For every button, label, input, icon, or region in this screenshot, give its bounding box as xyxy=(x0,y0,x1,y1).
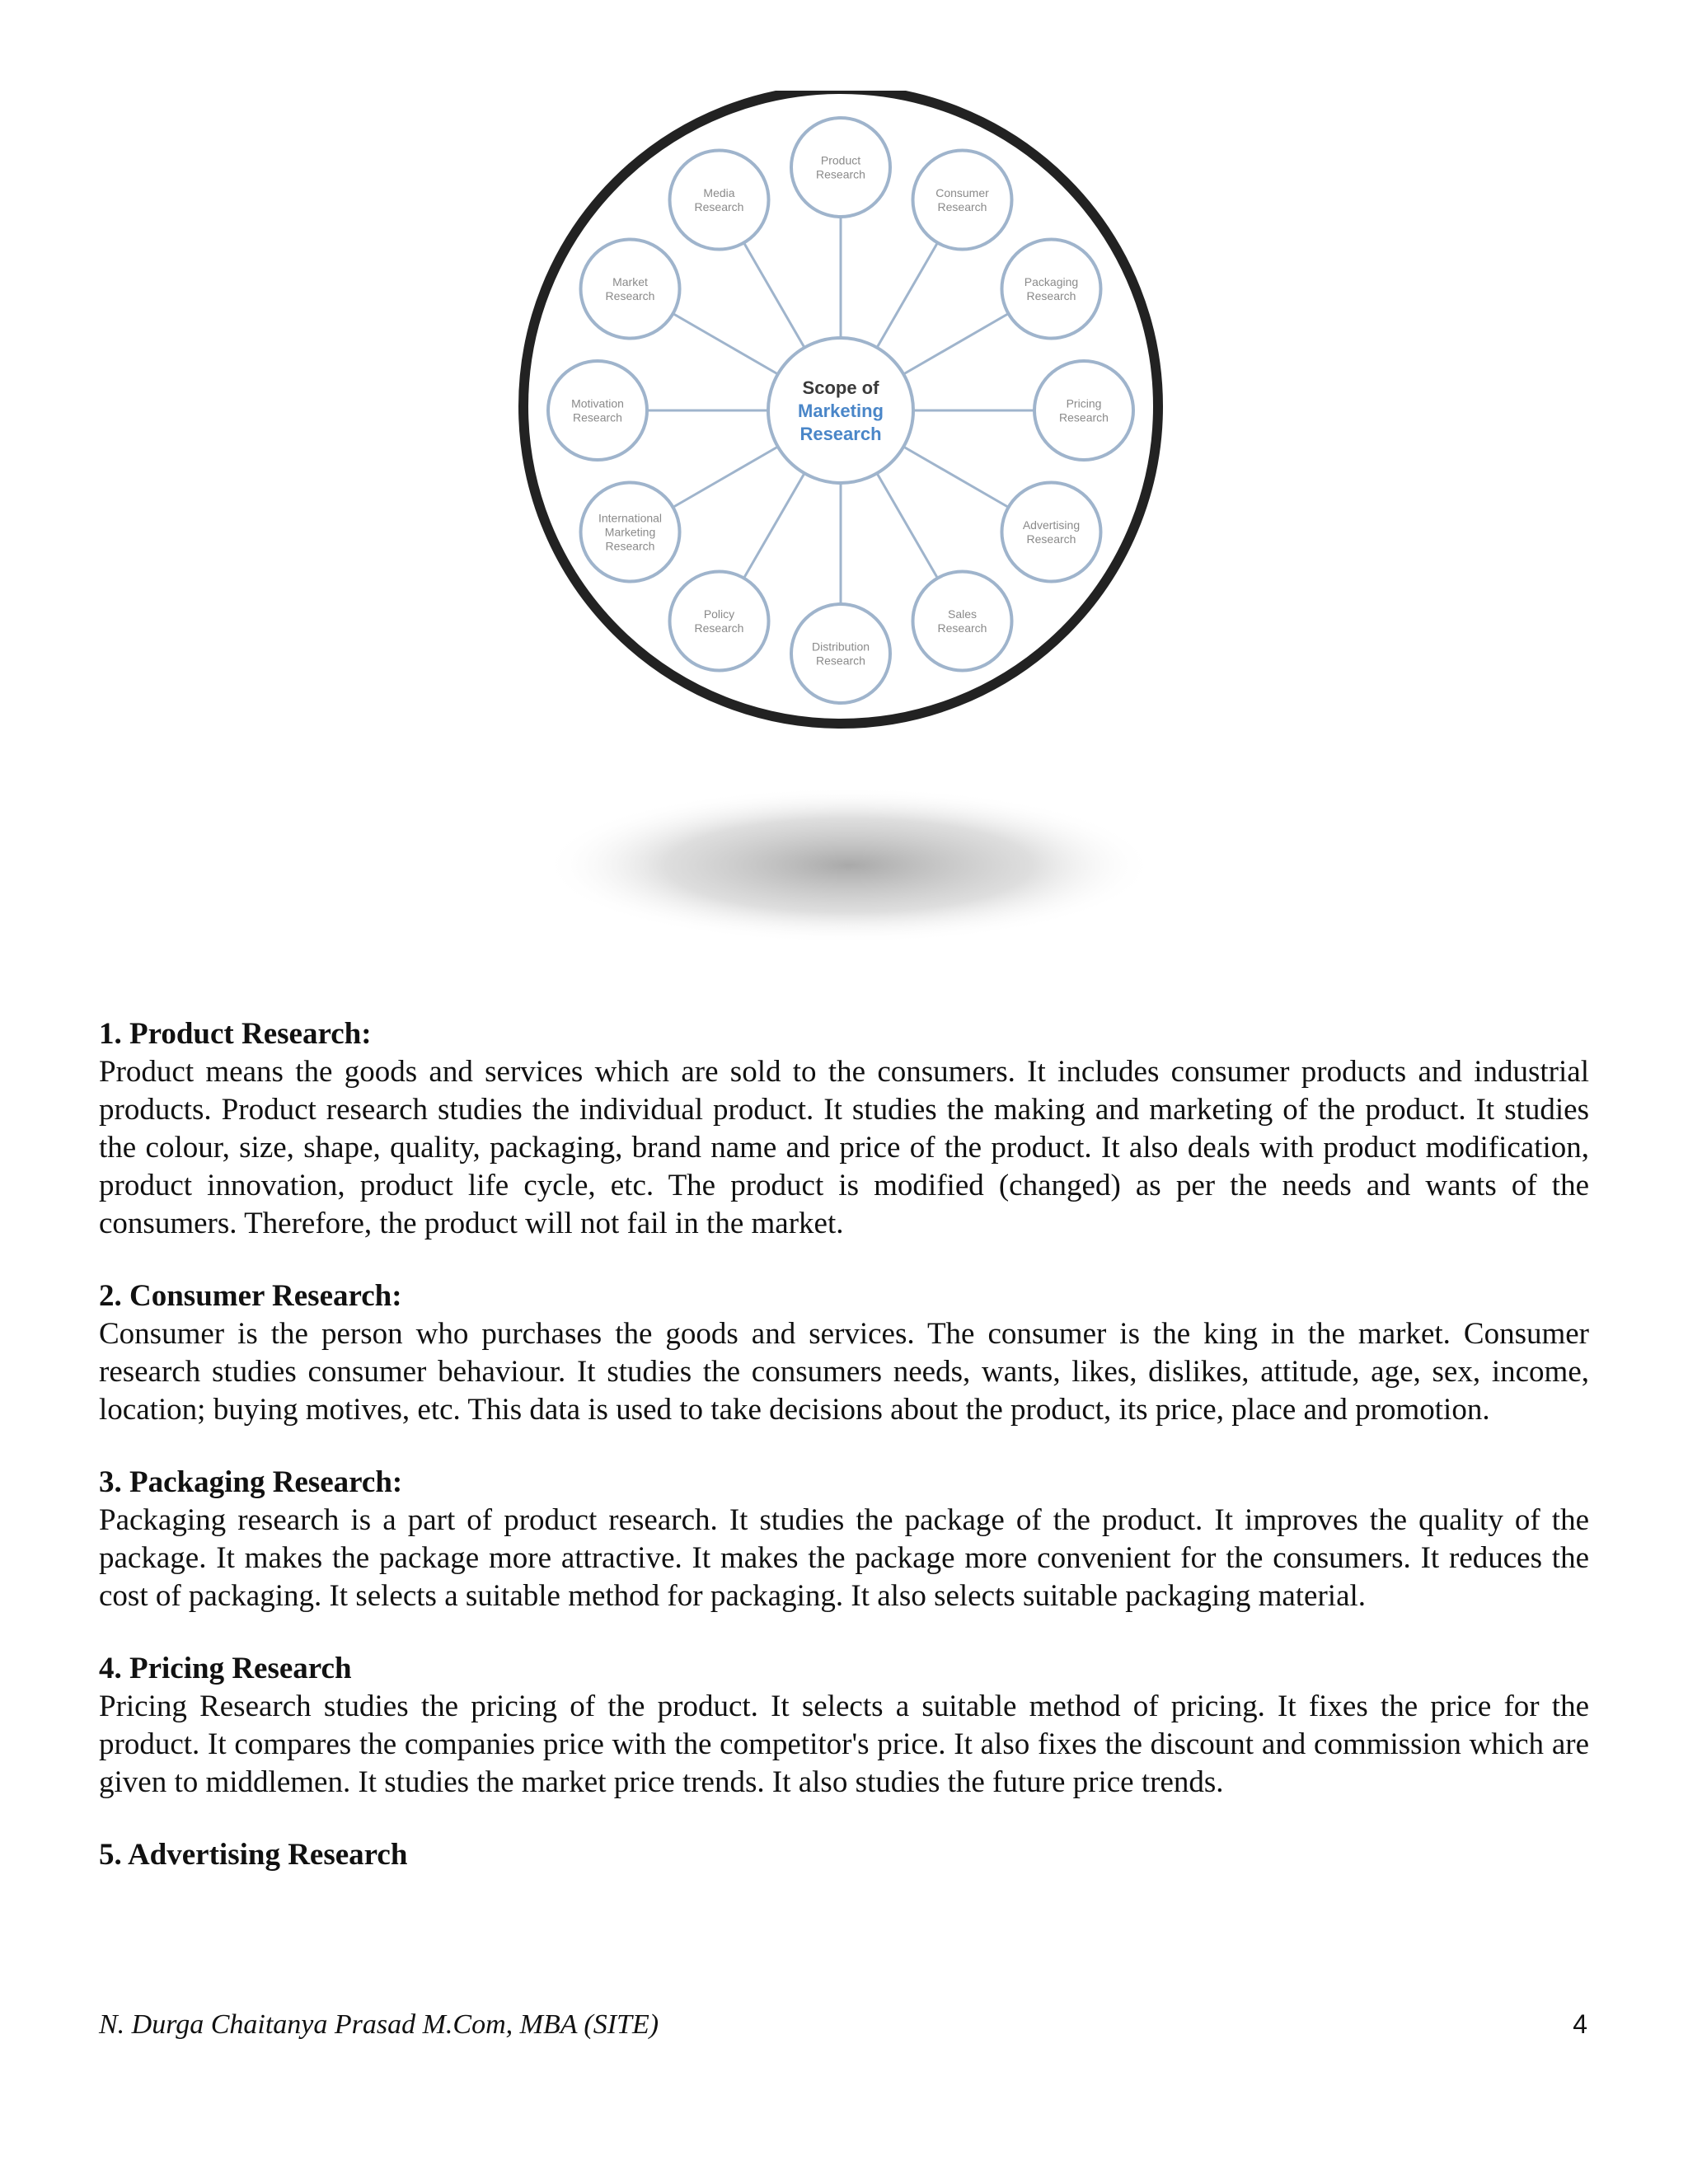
diagram-node xyxy=(670,571,769,670)
diagram-node-label: Research xyxy=(1026,532,1076,546)
document-body xyxy=(99,1015,1589,1909)
diagram-node-label: Research xyxy=(694,621,744,635)
center-label-line1: Scope of xyxy=(802,377,879,398)
section-heading: 1. Product Research: xyxy=(99,1017,372,1051)
diagram-node-label: Research xyxy=(816,167,865,181)
section-body: Packaging research is a part of product research. It studies the package of the product. It improves the quality of the package. It makes the package more attractive. It makes the package more convenient for the consumers. It reduces the cost of packaging. It selects a suitable method for packaging. It also selects suitable packaging material. xyxy=(99,1503,1589,1613)
diagram-node xyxy=(670,151,769,250)
section-heading: 3. Packaging Research: xyxy=(99,1465,403,1499)
diagram-node-label: Research xyxy=(573,410,622,424)
diagram-node-label: Sales xyxy=(947,607,978,621)
section-consumer-research xyxy=(99,1277,1589,1429)
diagram-node-label: Consumer xyxy=(935,186,989,200)
diagram-node-label: Media xyxy=(703,186,735,200)
diagram-node-label: Policy xyxy=(703,607,735,621)
section-body: Consumer is the person who purchases the goods and services. The consumer is the king in the market. Consumer research studies consumer behaviour. It studies the consumers needs, wants, likes, dislikes, attitude, age, sex, income, location; buying motives, etc. This data is used to take decisions about the product, its price, place and promotion. xyxy=(99,1317,1589,1427)
diagram-node-label: Research xyxy=(816,654,865,668)
diagram-node xyxy=(581,483,680,582)
section-pricing-research xyxy=(99,1650,1589,1802)
diagram-node-label: Research xyxy=(1026,289,1076,302)
diagram-node-label: Motivation xyxy=(571,396,624,410)
center-label-line3: Research xyxy=(799,424,882,444)
diagram-node-label: Distribution xyxy=(811,640,870,654)
center-node xyxy=(768,338,913,483)
page-number: 4 xyxy=(1573,2009,1587,2039)
section-body: Pricing Research studies the pricing of the product. It selects a suitable method of pricing. It fixes the price for the product. It compares the companies price with the competitor's price. It also fixes the discount and commission which are given to middlemen. It studies the market price trends. It also studies the future price trends. xyxy=(99,1690,1589,1799)
diagram-node-label: Advertising xyxy=(1022,518,1081,532)
scope-of-marketing-research-diagram xyxy=(503,91,1179,981)
diagram-node-label: Product xyxy=(820,153,861,167)
section-heading: 4. Pricing Research xyxy=(99,1652,352,1685)
diagram-node xyxy=(1001,483,1100,582)
section-advertising-research xyxy=(99,1836,1589,1874)
diagram-node xyxy=(913,571,1012,670)
diagram-node-label: Pricing xyxy=(1066,396,1102,410)
diagram-shadow xyxy=(544,787,1154,944)
diagram-node xyxy=(1001,240,1100,339)
diagram-node-label: Research xyxy=(605,289,655,302)
section-body: Product means the goods and services which are sold to the consumers. It includes consumer products and industrial products. Product research studies the individual product. It studies the making and marketing of the product. It studies the colour, size, shape, quality, packaging, brand name and price of the product. It also deals with product modification, product innovation, product life cycle, etc. The product is modified (changed) as per the needs and wants of the consumers. Therefore, the product will not fail in the market. xyxy=(99,1055,1589,1240)
section-heading: 2. Consumer Research: xyxy=(99,1279,402,1313)
diagram-canvas xyxy=(503,91,1179,981)
diagram-node-label: Packaging xyxy=(1024,275,1079,288)
footer-author: N. Durga Chaitanya Prasad M.Com, MBA (SITE) xyxy=(99,2009,659,2040)
diagram-node-label: Marketing xyxy=(604,525,656,539)
diagram-node xyxy=(913,151,1012,250)
diagram-node-label: Research xyxy=(937,621,987,635)
diagram-node-label: Research xyxy=(1059,410,1109,424)
diagram-node xyxy=(548,361,647,460)
diagram-node xyxy=(581,240,680,339)
section-product-research xyxy=(99,1015,1589,1243)
section-heading: 5. Advertising Research xyxy=(99,1838,408,1872)
center-label-line2: Marketing xyxy=(798,401,884,421)
section-packaging-research xyxy=(99,1464,1589,1615)
diagram-node-label: Research xyxy=(694,200,744,214)
diagram-node-label: Research xyxy=(937,200,987,214)
diagram-node xyxy=(791,118,890,217)
diagram-node xyxy=(1034,361,1133,460)
diagram-node-label: International xyxy=(598,511,663,525)
diagram-node-label: Market xyxy=(612,275,648,288)
diagram-node-label: Research xyxy=(605,539,655,553)
diagram-node xyxy=(791,604,890,703)
